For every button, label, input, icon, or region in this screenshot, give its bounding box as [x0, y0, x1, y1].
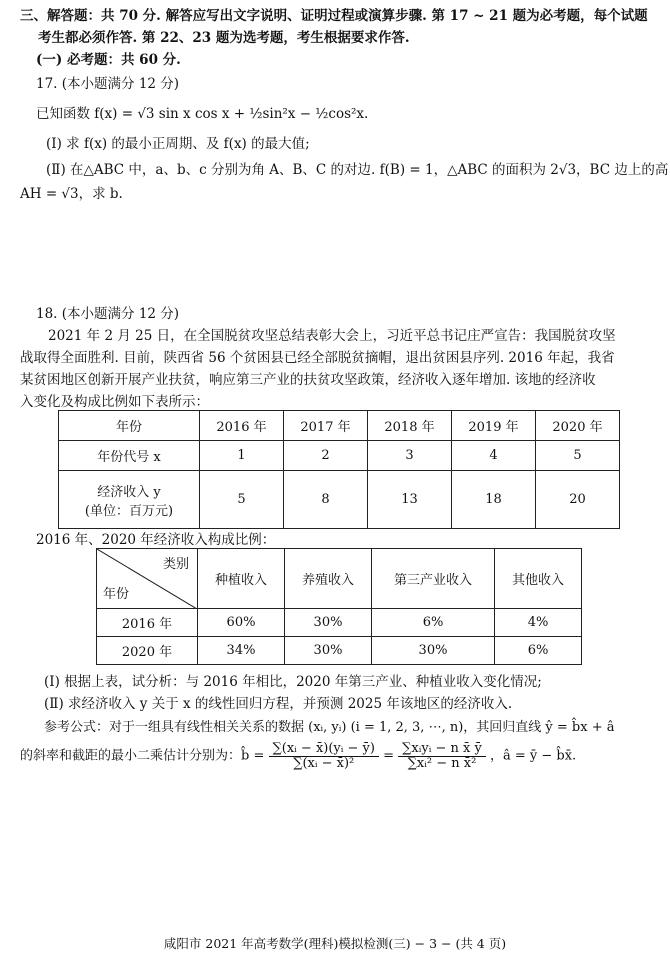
- formula-lead: 的斜率和截距的最小二乘估计分别为：b̂ =: [20, 748, 265, 764]
- q18-p3: 某贫困地区创新开展产业扶贫，响应第三产业的扶贫攻坚政策，经济收入逐年增加. 该地的经济收: [20, 372, 596, 388]
- table-cell: 18: [452, 471, 536, 529]
- formula-tail: ，â = ȳ − b̂x̄.: [489, 748, 577, 764]
- q17-part2-cont: AH = √3，求 b.: [20, 186, 123, 202]
- table-cell: 2020 年: [536, 411, 620, 441]
- table-cell: 30%: [285, 637, 372, 665]
- table-row: [59, 471, 620, 529]
- table-cell: 2019 年: [452, 411, 536, 441]
- table-row: [97, 637, 582, 665]
- q18-part2: (Ⅱ) 求经济收入 y 关于 x 的线性回归方程，并预测 2025 年该地区的经济收入.: [44, 696, 513, 712]
- table-cell: 30%: [372, 637, 495, 665]
- table-cell: 34%: [198, 637, 285, 665]
- table-cell: 20: [536, 471, 620, 529]
- regression-formula: [20, 742, 576, 771]
- table-cell: 8: [284, 471, 368, 529]
- table-cell: 6%: [372, 609, 495, 637]
- table-cell: 2018 年: [368, 411, 452, 441]
- corner-cell: [97, 549, 198, 609]
- table-header-cell: 养殖收入: [285, 549, 372, 609]
- fraction-2-denominator: ∑xᵢ² − n x̄²: [407, 756, 477, 771]
- corner-bottom-label: 年份: [103, 587, 130, 602]
- q18-p1: 2021 年 2 月 25 日，在全国脱贫攻坚总结表彰大会上，习近平总书记庄严宣告：我国脱贫攻坚: [48, 328, 616, 344]
- table-header-cell: 年份: [59, 411, 200, 441]
- q18-part1: (Ⅰ) 根据上表，试分析：与 2016 年相比，2020 年第三产业、种植业收入变化情况;: [44, 674, 542, 690]
- q17-part2: (Ⅱ) 在△ABC 中，a、b、c 分别为角 A、B、C 的对边. f(B) = 1，△ABC 的面积为 2√3，BC 边上的高: [46, 162, 669, 178]
- q18-ref: 参考公式：对于一组具有线性相关关系的数据 (xᵢ, yᵢ) (i = 1, 2, 3, ⋯, n)，其回归直线 ŷ = b̂x + â: [44, 720, 615, 735]
- table-cell: 2016 年: [200, 411, 284, 441]
- table-cell: 4%: [495, 609, 582, 637]
- income-label: 经济收入 y: [97, 484, 161, 500]
- fraction-2: [398, 742, 486, 771]
- q18-p4: 入变化及构成比例如下表所示：: [20, 394, 209, 410]
- table-cell: 13: [368, 471, 452, 529]
- table-cell: 4: [452, 441, 536, 471]
- table-cell: 2: [284, 441, 368, 471]
- table-cell: 6%: [495, 637, 582, 665]
- table-row: [97, 609, 582, 637]
- table-row: [97, 549, 582, 609]
- q18-p2: 战取得全面胜利. 目前，陕西省 56 个贫困县已经全部脱贫摘帽，退出贫困县序列. 2016 年起，我省: [20, 350, 615, 366]
- fraction-2-numerator: ∑xᵢyᵢ − n x̄ ȳ: [398, 742, 486, 757]
- income-unit: (单位：百万元): [84, 503, 174, 519]
- table-cell: 3: [368, 441, 452, 471]
- table-cell: 5: [200, 471, 284, 529]
- table-row: [59, 411, 620, 441]
- section-heading-cont: 考生都必须作答. 第 22、23 题为选考题，考生根据要求作答.: [38, 30, 410, 46]
- table-cell: 2016 年: [97, 609, 198, 637]
- table-header-cell: 年份代号 x: [59, 441, 200, 471]
- table2-caption: 2016 年、2020 年经济收入构成比例：: [36, 532, 276, 548]
- composition-table: [96, 548, 582, 665]
- q18-title: 18. (本小题满分 12 分): [36, 306, 180, 322]
- table-cell: 60%: [198, 609, 285, 637]
- q17-title: 17. (本小题满分 12 分): [36, 76, 180, 92]
- table-header-cell: 种植收入: [198, 549, 285, 609]
- table-header-cell: [59, 471, 200, 529]
- table-cell: 5: [536, 441, 620, 471]
- table-cell: 2020 年: [97, 637, 198, 665]
- table-cell: 1: [200, 441, 284, 471]
- table-cell: 30%: [285, 609, 372, 637]
- corner-top-label: 类别: [162, 557, 189, 572]
- equals-sign: =: [383, 748, 395, 764]
- fraction-1: [269, 742, 379, 771]
- income-table: [58, 410, 620, 529]
- page-footer: 咸阳市 2021 年高考数学(理科)模拟检测(三) − 3 − (共 4 页): [163, 936, 507, 951]
- section-heading: 三、解答题：共 70 分. 解答应写出文字说明、证明过程或演算步骤. 第 17 ~ 21 题为必考题，每个试题: [20, 8, 648, 24]
- fraction-1-denominator: ∑(xᵢ − x̄)²: [293, 756, 355, 771]
- q17-given: 已知函数 f(x) = √3 sin x cos x + ½sin²x − ½cos²x.: [36, 106, 369, 122]
- required-heading: (一) 必考题：共 60 分.: [36, 52, 181, 68]
- table-cell: 2017 年: [284, 411, 368, 441]
- q17-part1: (Ⅰ) 求 f(x) 的最小正周期、及 f(x) 的最大值;: [46, 136, 310, 152]
- fraction-1-numerator: ∑(xᵢ − x̄)(yᵢ − ȳ): [269, 742, 379, 757]
- table-header-cell: 其他收入: [495, 549, 582, 609]
- table-row: [59, 441, 620, 471]
- table-header-cell: 第三产业收入: [372, 549, 495, 609]
